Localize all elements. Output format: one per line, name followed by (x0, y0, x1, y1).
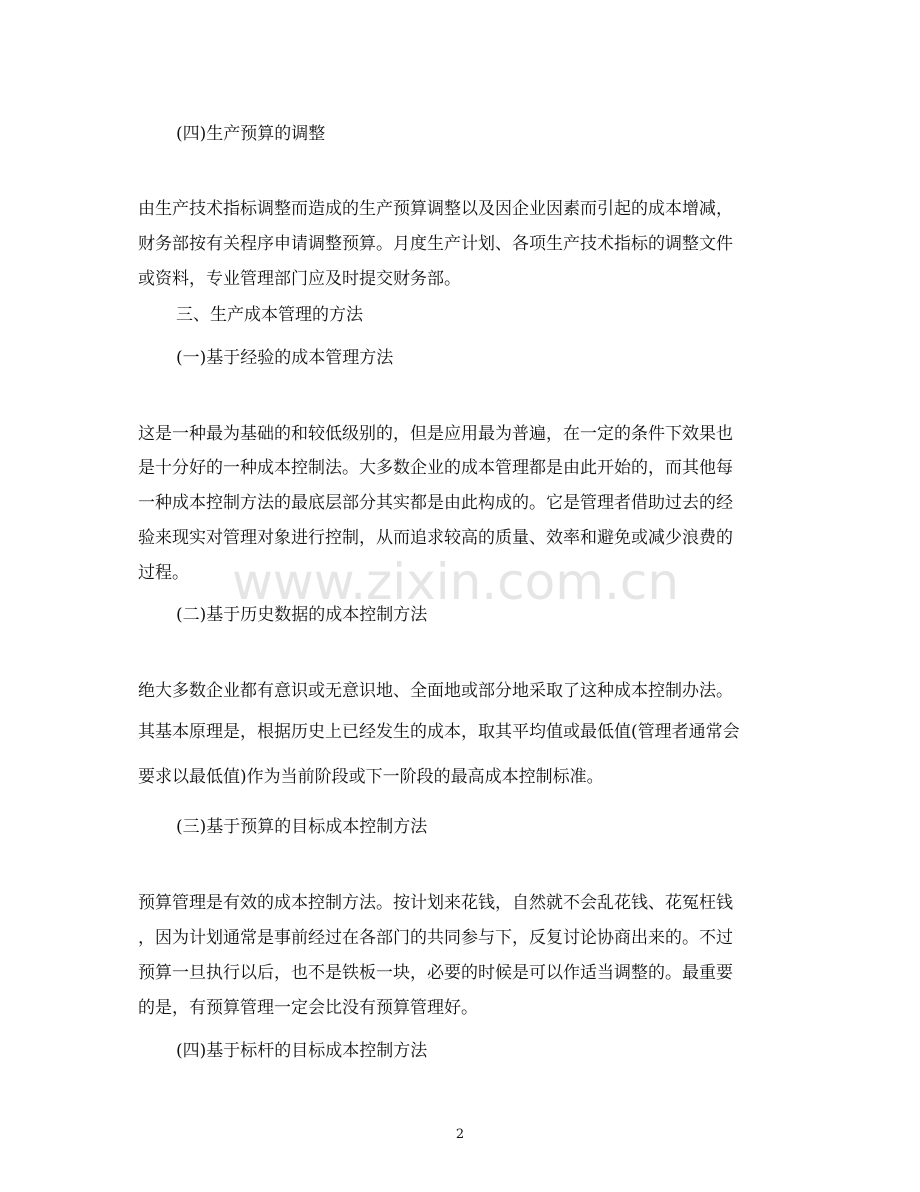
watermark-text: www.zixin.com.cn (232, 553, 680, 611)
section-heading-benchmark-based: (四)基于标杆的目标成本控制方法 (176, 1041, 428, 1061)
page-number: 2 (455, 1127, 465, 1142)
section-heading-experience-based: (一)基于经验的成本管理方法 (176, 348, 394, 368)
paragraph-line: 或资料，专业管理部门应及时提交财务部。 (138, 269, 461, 289)
paragraph-line: 预算管理是有效的成本控制方法。按计划来花钱，自然就不会乱花钱、花冤枉钱 (138, 893, 733, 913)
paragraph-line: 是十分好的一种成本控制法。大多数企业的成本管理都是由此开始的，而其他每 (138, 458, 733, 478)
paragraph-line: 其基本原理是，根据历史上已经发生的成本，取其平均值或最低值(管理者通常会 (138, 722, 740, 742)
section-heading-production-budget-adjustment: (四)生产预算的调整 (176, 124, 326, 144)
paragraph-line: 的是，有预算管理一定会比没有预算管理好。 (138, 998, 478, 1018)
paragraph-line: 要求以最低值)作为当前阶段或下一阶段的最高成本控制标准。 (138, 767, 604, 787)
paragraph-line: 预算一旦执行以后，也不是铁板一块，必要的时候是可以作适当调整的。最重要 (138, 963, 733, 983)
paragraph-line: 由生产技术指标调整而造成的生产预算调整以及因企业因素而引起的成本增减， (138, 199, 733, 219)
paragraph-line: 这是一种最为基础的和较低级别的，但是应用最为普遍，在一定的条件下效果也 (138, 424, 733, 444)
section-heading-cost-management-methods: 三、生产成本管理的方法 (176, 305, 363, 325)
paragraph-line: 过程。 (138, 563, 189, 583)
section-heading-historical-data-based: (二)基于历史数据的成本控制方法 (176, 605, 428, 625)
paragraph-line: 绝大多数企业都有意识或无意识地、全面地或部分地采取了这种成本控制办法。 (138, 681, 733, 701)
paragraph-line: 验来现实对管理对象进行控制，从而追求较高的质量、效率和避免或减少浪费的 (138, 528, 733, 548)
paragraph-line: 一种成本控制方法的最底层部分其实都是由此构成的。它是管理者借助过去的经 (138, 493, 733, 513)
paragraph-line: ，因为计划通常是事前经过在各部门的共同参与下，反复讨论协商出来的。不过 (138, 928, 733, 948)
paragraph-line: 财务部按有关程序申请调整预算。月度生产计划、各项生产技术指标的调整文件 (138, 234, 733, 254)
section-heading-budget-based: (三)基于预算的目标成本控制方法 (176, 817, 428, 837)
